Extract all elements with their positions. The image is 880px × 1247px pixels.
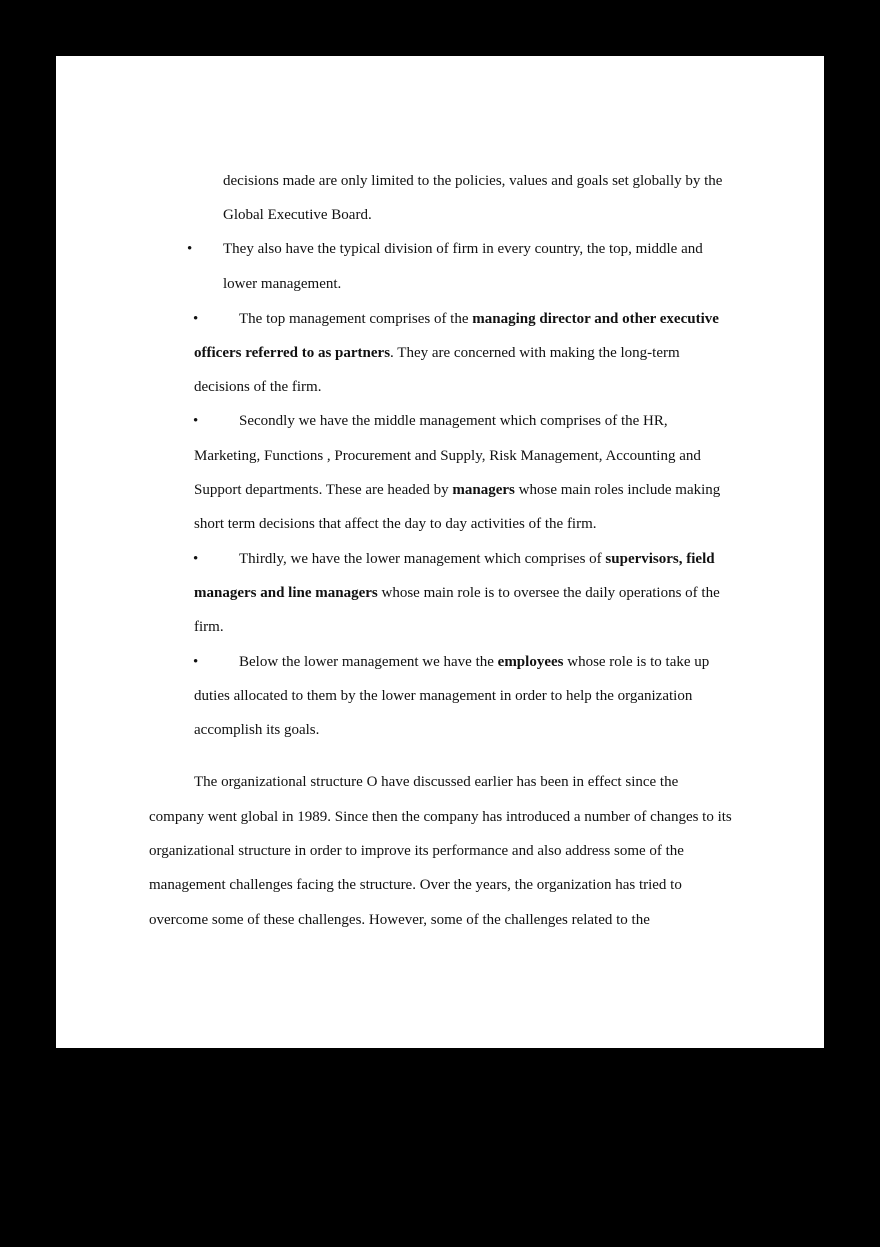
top-management-line-1: The top management comprises of the managing director and other executive xyxy=(239,311,719,327)
bullet-main-line-1: They also have the typical division of firm in every country, the top, middle and xyxy=(223,241,703,257)
bullet-icon: • xyxy=(193,551,199,567)
lower-management-line-3: firm. xyxy=(194,619,224,635)
top-management-line-3: decisions of the firm. xyxy=(194,379,322,395)
bullet-icon: • xyxy=(193,654,199,670)
middle-management-line-1: Secondly we have the middle management which comprises of the HR, xyxy=(239,413,668,429)
middle-management-line-2: Marketing, Functions , Procurement and Supply, Risk Management, Accounting and xyxy=(194,448,701,464)
lower-management-line-1: Thirdly, we have the lower management which comprises of supervisors, field xyxy=(239,551,715,567)
employees-line-2: duties allocated to them by the lower management in order to help the organization xyxy=(194,688,693,704)
paragraph-line-2: company went global in 1989. Since then the company has introduced a number of changes to its xyxy=(149,809,732,825)
bullet-main-line-2: lower management. xyxy=(223,276,342,292)
top-management-line-2: officers referred to as partners. They are concerned with making the long-term xyxy=(194,345,680,361)
middle-management-line-4: short term decisions that affect the day to day activities of the firm. xyxy=(194,516,597,532)
bullet-icon: • xyxy=(193,413,199,429)
paragraph-line-3: organizational structure in order to improve its performance and also address some of the xyxy=(149,843,684,859)
employees-line-3: accomplish its goals. xyxy=(194,722,320,738)
paragraph-line-4: management challenges facing the structure. Over the years, the organization has tried to xyxy=(149,877,682,893)
continuation-line-1: decisions made are only limited to the policies, values and goals set globally by the xyxy=(223,173,723,189)
middle-management-line-3: Support departments. These are headed by managers whose main roles include making xyxy=(194,482,721,498)
paragraph-line-5: overcome some of these challenges. However, some of the challenges related to the xyxy=(149,912,650,928)
employees-line-1: Below the lower management we have the employees whose role is to take up xyxy=(239,654,710,670)
bullet-icon: • xyxy=(187,241,193,257)
bullet-icon: • xyxy=(193,311,199,327)
continuation-line-2: Global Executive Board. xyxy=(223,207,372,223)
paragraph-line-1: The organizational structure O have discussed earlier has been in effect since the xyxy=(194,774,679,790)
document-page xyxy=(56,56,824,1048)
lower-management-line-2: managers and line managers whose main role is to oversee the daily operations of the xyxy=(194,585,720,601)
